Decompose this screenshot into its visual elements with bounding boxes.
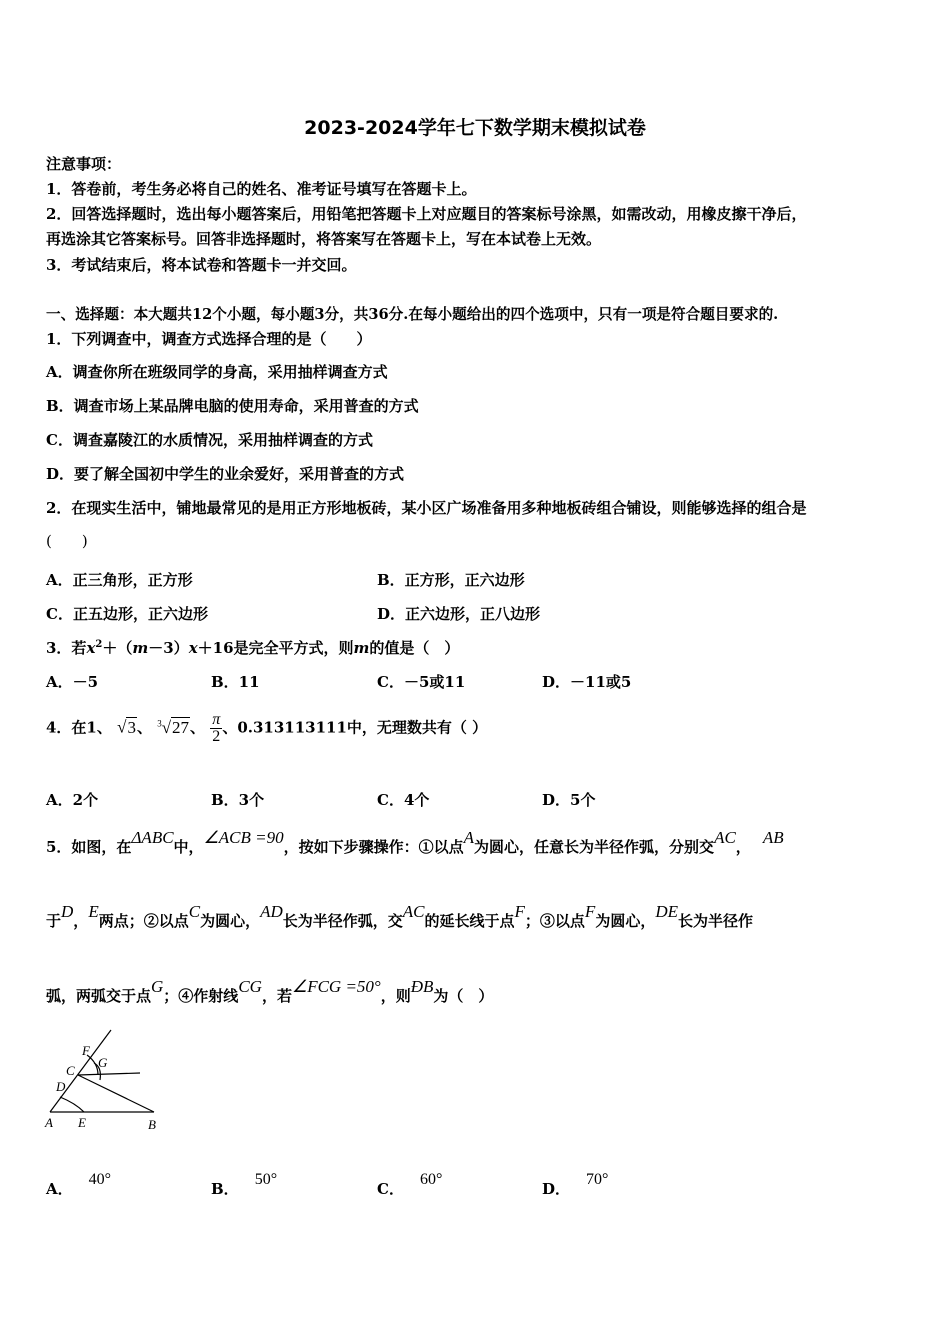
notice-item: 1．答卷前，考生务必将自己的姓名、准考证号填写在答题卡上。 [46, 180, 477, 198]
variable-m: m [353, 639, 370, 657]
question-4-option-d: D．5个 [542, 791, 596, 809]
question-4-text: 、0.313113111中，无理数共有（ ） [222, 718, 488, 737]
math-point-f: F [514, 902, 525, 921]
question-2-option-b: B．正方形，正六边形 [377, 571, 525, 589]
sqrt-3: √3 [117, 717, 136, 737]
exponent: 2 [95, 639, 103, 650]
notice-item: 3．考试结束后，将本试卷和答题卡一并交回。 [46, 256, 357, 274]
figure-label: A [45, 1115, 53, 1130]
math-point-f: F [584, 902, 596, 921]
question-2-paren: ( ) [46, 532, 88, 550]
question-2-option-a: A．正三角形，正方形 [46, 571, 193, 589]
question-5-option-a: A．40° [46, 1171, 112, 1198]
math-segment-ac: AC [714, 828, 736, 847]
question-5-line-1: 5．如图，在ΔABC中，∠ACB =90，按如下步骤操作：①以点A为圆心，任意长为半径作弧，分别交AC， AB [46, 828, 784, 856]
math-triangle-abc: ΔABC [131, 828, 174, 847]
question-4-stem [46, 708, 487, 745]
question-3-option-b: B．11 [211, 673, 260, 691]
question-3-option-a: A．－5 [46, 673, 99, 691]
question-2-option-d: D．正六边形，正八边形 [377, 605, 541, 623]
math-segment-ab: AB [762, 828, 784, 847]
math-angle-b: ÐB [410, 977, 434, 996]
question-1-option-d: D．要了解全国初中学生的业余爱好，采用普查的方式 [46, 465, 405, 483]
question-1-option-c: C．调查嘉陵江的水质情况，采用抽样调查的方式 [46, 431, 373, 449]
math-point-d: D [61, 902, 74, 921]
math-segment-ad: AD [260, 902, 283, 921]
notice-item: 2．回答选择题时，选出每小题答案后，用铅笔把答题卡上对应题目的答案标号涂黑，如需改动，用橡皮擦干净后， [46, 205, 807, 223]
fraction-pi-over-2: $\frac{\pi}{2}$ [212, 711, 221, 746]
figure-label: F [82, 1043, 90, 1058]
math-segment-de: DE [655, 902, 678, 921]
question-5-option-c: C．60° [377, 1171, 443, 1198]
variable-x: x [188, 639, 198, 657]
math-point-a: A [463, 828, 475, 847]
math-ray-cg: CG [238, 977, 262, 996]
segment-cb [78, 1075, 154, 1112]
figure-label: G [98, 1055, 108, 1070]
figure-label: E [78, 1115, 86, 1130]
notice-heading: 注意事项： [46, 155, 122, 173]
figure-label: C [66, 1063, 75, 1078]
question-2-option-c: C．正五边形，正六边形 [46, 605, 208, 623]
question-4-option-b: B．3个 [211, 791, 265, 809]
question-5-option-b: B．50° [211, 1171, 278, 1198]
question-3-text: 的值是（ ） [369, 639, 460, 657]
ray-af [50, 1030, 111, 1112]
question-3-stem [46, 637, 459, 658]
math-segment-ac: AC [402, 902, 425, 921]
question-5-line-2: 于D，E两点；②以点C为圆心，AD长为半径作弧，交AC的延长线于点F；③以点F为圆心，DE长为半径作 [46, 902, 754, 930]
variable-x: x [86, 639, 96, 657]
math-point-e: E [88, 902, 99, 921]
separator: 、 [190, 718, 206, 737]
question-3-text: ＋16是完全平方式，则 [197, 639, 354, 657]
ray-cg [78, 1073, 140, 1075]
question-2-stem: 2．在现实生活中，铺地最常见的是用正方形地板砖，某小区广场准备用多种地板砖组合铺设，则能够选择的组合是 [46, 499, 807, 517]
question-4-text: 4．在1、 [46, 718, 112, 737]
variable-m: m [132, 639, 149, 657]
math-angle-fcg: ∠FCG =50° [291, 977, 381, 996]
page-title: 2023-2024学年七下数学期末模拟试卷 [304, 117, 646, 139]
question-3-text: －3） [148, 639, 189, 657]
question-4-option-a: A．2个 [46, 791, 99, 809]
cube-root-27: $^3$√27 [157, 717, 190, 737]
section-heading: 一、选择题：本大题共12个小题，每小题3分，共36分.在每小题给出的四个选项中，只有一项是符合题目要求的. [46, 306, 779, 323]
question-1-option-a: A．调查你所在班级同学的身高，采用抽样调查方式 [46, 363, 388, 381]
figure-label: D [56, 1079, 66, 1094]
math-point-c: C [188, 902, 201, 921]
question-1-stem: 1．下列调查中，调查方式选择合理的是（ ） [46, 330, 372, 348]
question-4-option-c: C．4个 [377, 791, 430, 809]
question-3-option-c: C．－5或11 [377, 673, 466, 691]
question-5-option-d: D．70° [542, 1171, 609, 1198]
question-3-option-d: D．－11或5 [542, 673, 632, 691]
geometry-figure [40, 1025, 170, 1135]
question-3-text: 3．若 [46, 639, 87, 657]
question-1-option-b: B．调查市场上某品牌电脑的使用寿命，采用普查的方式 [46, 397, 419, 415]
math-point-g: G [151, 977, 164, 996]
math-angle-acb: ∠ACB =90 [203, 828, 284, 847]
separator: 、 [136, 718, 152, 737]
arc-de [60, 1097, 84, 1112]
figure-label: B [148, 1117, 156, 1132]
question-5-line-3: 弧，两弧交于点G；④作射线CG，若∠FCG =50°，则ÐB为（ ） [46, 977, 494, 1005]
notice-item: 再选涂其它答案标号。回答非选择题时，将答案写在答题卡上，写在本试卷上无效。 [46, 230, 602, 248]
question-3-text: ＋（ [102, 639, 133, 657]
